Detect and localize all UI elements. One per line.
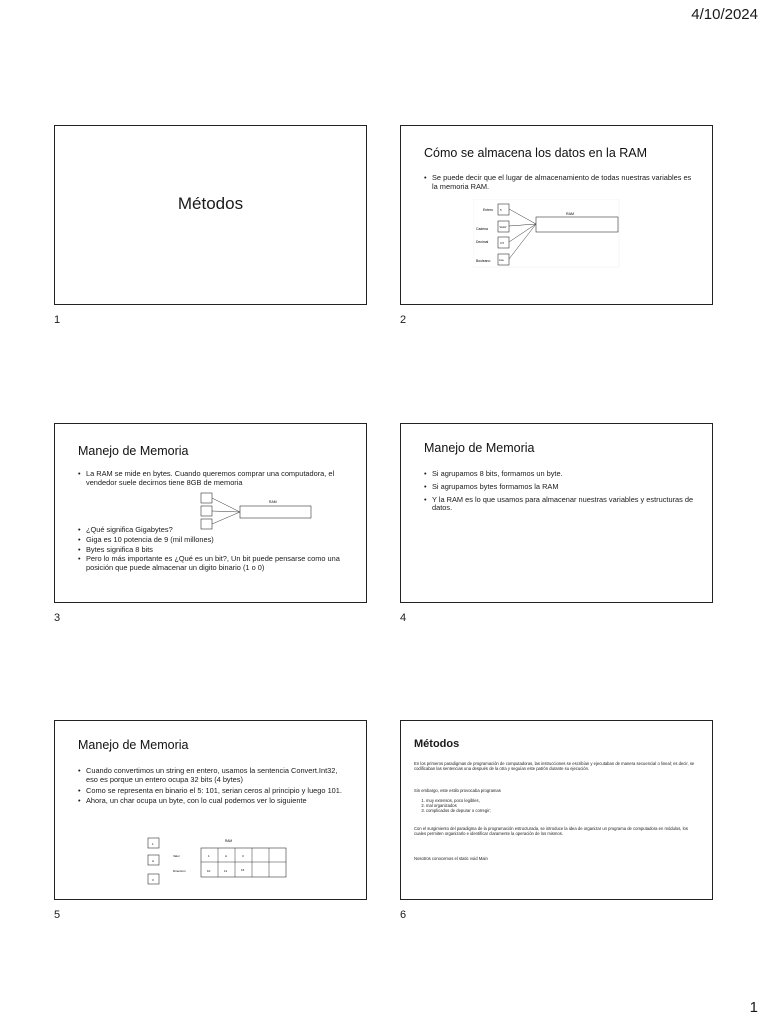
slide-3 <box>54 423 367 603</box>
row-label-address: Dirección <box>173 869 186 873</box>
bullet-item: • Y la RAM es lo que usamos para almacenar nuestras variables y estructuras de datos. <box>424 496 694 514</box>
numbered-list <box>414 798 700 814</box>
bullet-item: • Bytes significa 8 bits <box>78 546 348 555</box>
diagram-box-value: "Hola" <box>499 225 507 229</box>
diagram-box-value: true <box>499 258 504 262</box>
slide-title: Manejo de Memoria <box>424 441 535 455</box>
ram-box <box>536 217 618 232</box>
page-date: 4/10/2024 <box>691 6 758 23</box>
cell-value: 1 <box>208 854 210 858</box>
slide-number: 2 <box>400 314 407 326</box>
slide-number: 4 <box>400 612 407 624</box>
slide-4 <box>400 423 713 603</box>
ram-diagram <box>473 199 623 269</box>
row-label-value: Valor <box>173 854 180 858</box>
cell-address: 15 <box>241 868 245 872</box>
list-item: 3. complicados de depurar o corregir; <box>426 808 700 813</box>
diagram-box-value: 5 <box>500 208 502 212</box>
paragraph: En los primeros paradigmas de programación de computadoras, las instrucciones se escribían y ejecutaban de manera secuencial o lineal; es decir, se codificaban las sentencias una después de la otra y seguían este patrón durante su ejecución. <box>414 761 695 772</box>
cell-address: 11 <box>224 869 228 873</box>
bullet-item: • La RAM se mide en bytes. Cuando queremos comprar una computadora, el vendedor suele decirnos tiene 8GB de memoria <box>78 470 348 488</box>
bullet-item: • Si agrupamos 8 bits, formamos un byte. <box>424 470 694 479</box>
bullet-item: • Se puede decir que el lugar de almacenamiento de todas nuestras variables es la memoria RAM. <box>424 174 694 192</box>
bullet-item: • Como se representa en binario el 5: 101, serian ceros al principio y luego 101. <box>78 787 348 796</box>
page-number: 1 <box>749 999 758 1016</box>
bullet-list <box>78 526 348 574</box>
slide-title: Cómo se almacena los datos en la RAM <box>424 146 648 160</box>
bullet-item: • Ahora, un char ocupa un byte, con lo cual podemos ver lo siguiente <box>78 797 348 806</box>
bullet-list <box>424 174 694 193</box>
slide-6 <box>400 720 713 900</box>
diagram-box-value: A <box>152 859 155 863</box>
bullet-item: • Giga es 10 potencia de 9 (mil millones) <box>78 536 348 545</box>
bullet-item: • ¿Qué significa Gigabytes? <box>78 526 348 535</box>
cell-value: A <box>225 854 228 858</box>
memory-table <box>201 848 286 877</box>
bullet-list <box>424 470 694 514</box>
slide-number: 6 <box>400 909 407 921</box>
slide-title: Métodos <box>414 738 460 750</box>
diagram-box-value: 1 <box>152 842 154 846</box>
bullet-list <box>78 767 348 807</box>
cell-value: 3 <box>242 854 244 858</box>
ram-label: RAM <box>225 839 233 843</box>
paragraph: Sin embargo, este estilo provocaba programas <box>414 788 501 793</box>
bullet-item: • Pero lo más importante es ¿Qué es un bit?, Un bit puede pensarse como una posición que puede almacenar un digito binario (1 o 0) <box>78 555 348 573</box>
ram-label: RAM <box>566 212 574 216</box>
diagram-box-value: 3.5 <box>500 241 504 245</box>
slide-title: Métodos <box>177 194 244 213</box>
memory-table-diagram <box>145 835 291 893</box>
bullet-list <box>78 470 348 489</box>
slide-5 <box>54 720 367 900</box>
diagram-var-label: Cadena <box>476 227 488 231</box>
slide-title: Manejo de Memoria <box>78 738 189 752</box>
bullet-item: • Cuando convertimos un string en entero, usamos la sentencia Convert.Int32, eso es porque un entero ocupa 32 bits (4 bytes) <box>78 767 348 785</box>
diagram-box <box>201 493 212 503</box>
slide-number: 5 <box>54 909 61 921</box>
diagram-box-value: 3 <box>152 878 154 882</box>
slide-number: 3 <box>54 612 61 624</box>
ram-box <box>240 506 311 518</box>
ram-label: RAM <box>269 500 277 504</box>
slide-2 <box>400 125 713 305</box>
diagram-var-label: Entero <box>483 208 493 212</box>
diagram-box <box>201 506 212 516</box>
list-item: 1. muy extensos, poco legibles, <box>426 798 700 803</box>
slide-number: 1 <box>54 314 61 326</box>
list-item: 2. mal organizados <box>426 803 700 808</box>
slide-title: Manejo de Memoria <box>78 444 189 458</box>
diagram-var-label: Booleano <box>476 259 491 263</box>
bullet-item: • Si agrupamos bytes formamos la RAM <box>424 483 694 492</box>
slide-1 <box>54 125 367 305</box>
paragraph: Nosotros conocemos el static void Main <box>414 856 488 861</box>
diagram-var-label: Decimal <box>476 240 489 244</box>
paragraph: Con el surgimiento del paradigma de la programación estructurada, se introduce la idea de organizar un programa de computadora en módulos, los cuales permiten organizarlo e identificar claramente la operación de los mismos. <box>414 826 688 837</box>
cell-address: 10 <box>207 869 211 873</box>
